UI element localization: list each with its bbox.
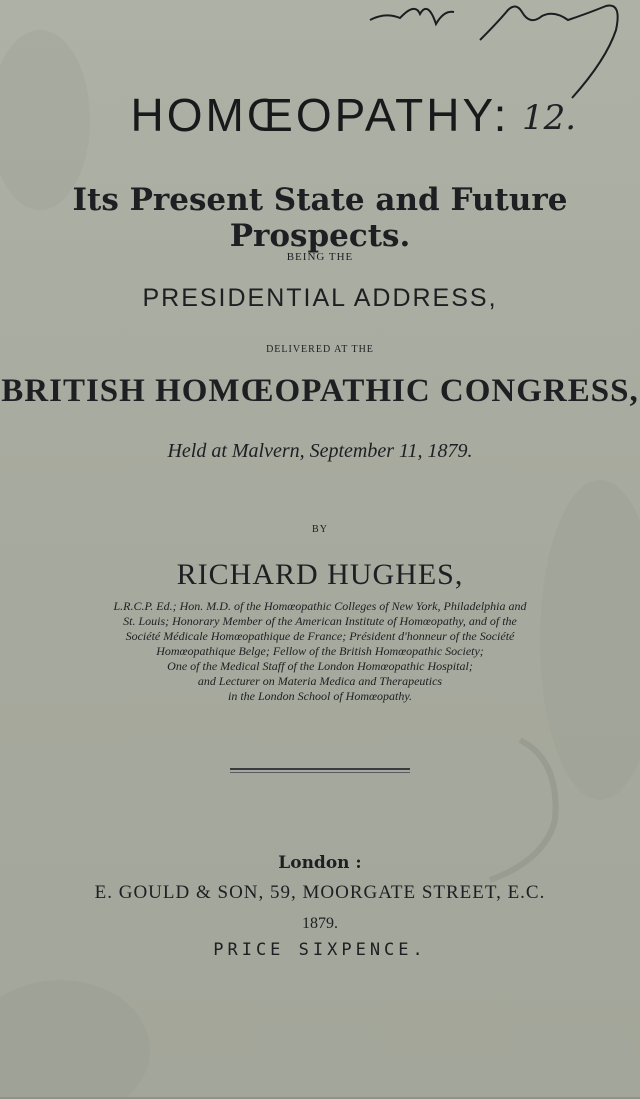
- by-label: BY: [312, 524, 328, 535]
- credential-line: Société Médicale Homœopathique de France; Président d'honneur of the Société: [125, 629, 515, 643]
- subtitle: Its Present State and Future Prospects.: [72, 182, 568, 254]
- delivered-label: DELIVERED AT THE: [266, 344, 374, 355]
- being-the-label: BEING THE: [286, 251, 354, 263]
- price-line: PRICE SIXPENCE.: [213, 940, 427, 960]
- credential-line: in the London School of Homœopathy.: [228, 689, 412, 703]
- congress-heading: BRITISH HOMŒOPATHIC CONGRESS,: [1, 373, 639, 409]
- imprint-city: London :: [278, 853, 362, 873]
- handwritten-catalogue-number: 12.: [522, 98, 577, 138]
- divider-rule-thin: [230, 772, 410, 773]
- publication-year: 1879.: [302, 915, 338, 932]
- main-title: HOMŒOPATHY:: [130, 89, 510, 141]
- address-heading: PRESIDENTIAL ADDRESS,: [142, 284, 498, 312]
- credential-line: L.R.C.P. Ed.; Hon. M.D. of the Homœopathic Colleges of New York, Philadelphia and: [113, 599, 527, 613]
- publisher-line: E. GOULD & SON, 59, MOORGATE STREET, E.C.: [94, 882, 546, 903]
- credential-line: Homœopathique Belge; Fellow of the British Homœopathic Society;: [156, 644, 484, 658]
- event-date-line: Held at Malvern, September 11, 1879.: [167, 440, 473, 462]
- author-name: RICHARD HUGHES,: [176, 558, 464, 591]
- credential-line: One of the Medical Staff of the London Homœopathic Hospital;: [167, 659, 473, 673]
- credential-line: and Lecturer on Materia Medica and Therapeutics: [197, 674, 443, 688]
- credential-line: St. Louis; Honorary Member of the American Institute of Homœopathy, and of the: [123, 614, 517, 628]
- divider-rule: [230, 768, 410, 770]
- handwritten-signature: [340, 0, 640, 100]
- author-credentials: [24, 599, 616, 704]
